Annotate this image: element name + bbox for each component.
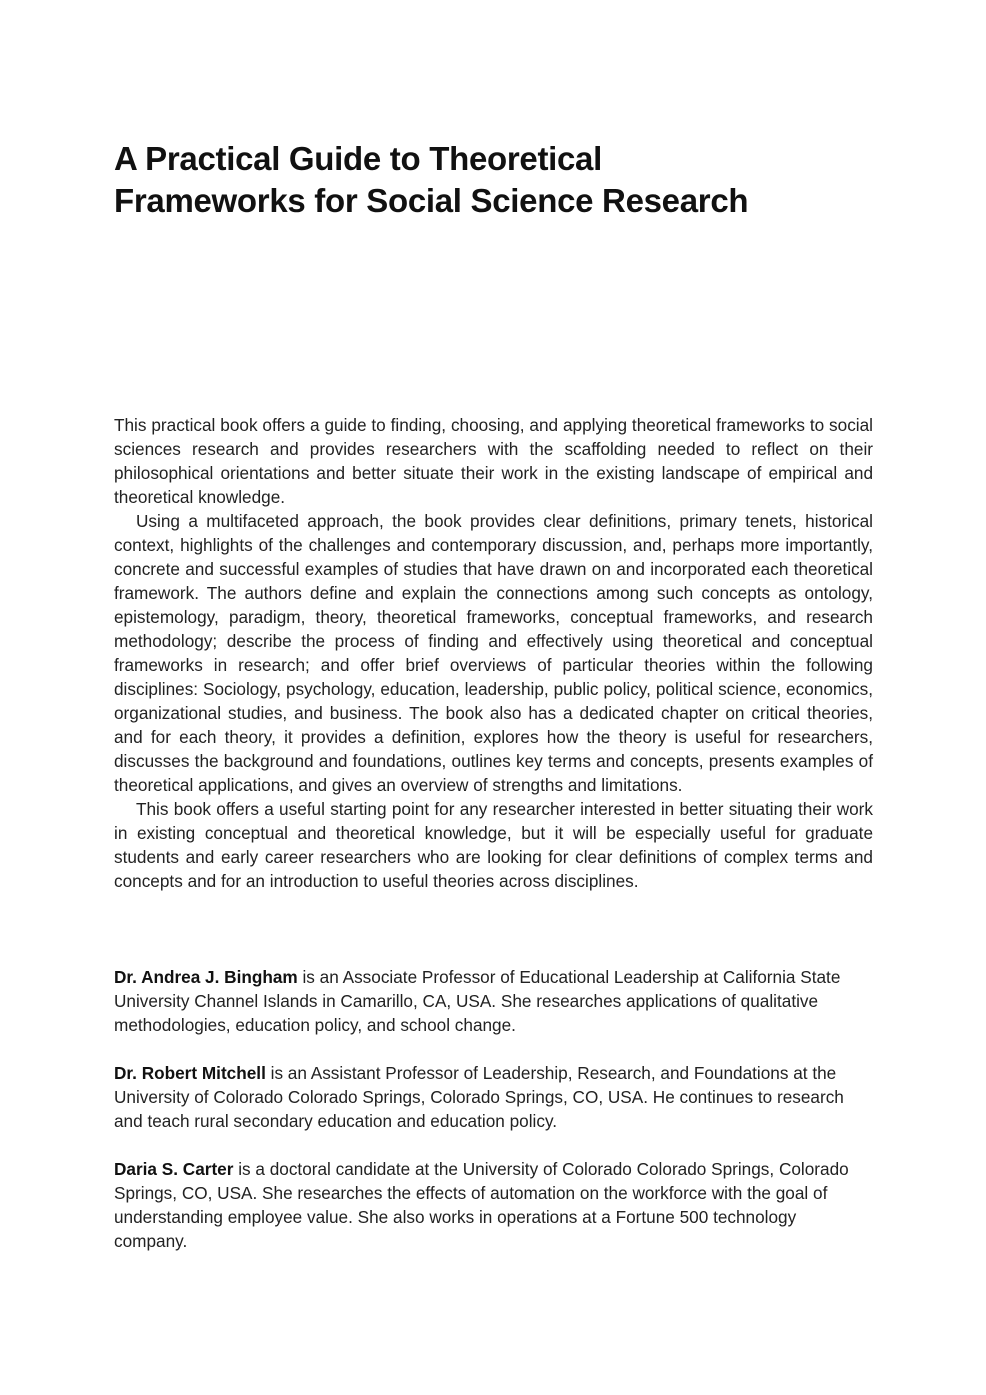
author-bios (114, 965, 873, 1277)
book-description (114, 413, 873, 893)
author-bio-mitchell (114, 1061, 873, 1133)
author-name-mitchell: Dr. Robert Mitchell (114, 1063, 266, 1083)
book-title (114, 138, 873, 222)
author-bio-bingham (114, 965, 873, 1037)
author-name-bingham: Dr. Andrea J. Bingham (114, 967, 298, 987)
author-bio-text-bingham: is an Associate Professor of Educational Leadership at California State University Channel Islands in Camarillo, CA, USA. She researches applications of qualitative methodologies, education policy, and school change. (114, 967, 841, 1035)
author-name-carter: Daria S. Carter (114, 1159, 234, 1179)
author-bio-text-carter: is a doctoral candidate at the University of Colorado Colorado Springs, Colorado Springs, CO, USA. She researches the effects of automation on the workforce with the goal of understanding employee value. She also works in operations at a Fortune 500 technology company. (114, 1159, 849, 1251)
book-title-line-2: Frameworks for Social Science Research (114, 182, 749, 219)
book-title-line-1: A Practical Guide to Theoretical (114, 140, 602, 177)
description-paragraph-1: This practical book offers a guide to finding, choosing, and applying theoretical frameworks to social sciences research and provides researchers with the scaffolding needed to reflect on their philosophical orientations and better situate their work in the existing landscape of empirical and theoretical knowledge. (114, 415, 873, 507)
description-paragraph-2: Using a multifaceted approach, the book provides clear definitions, primary tenets, historical context, highlights of the challenges and contemporary discussion, and, perhaps more importantly, concrete and successful examples of studies that have drawn on and incorporated each theoretical framework. The authors define and explain the connections among such concepts as ontology, epistemology, paradigm, theory, theoretical frameworks, conceptual frameworks, and research methodology; describe the process of finding and effectively using theoretical and conceptual frameworks in research; and offer brief overviews of particular theories within the following disciplines: Sociology, psychology, education, leadership, public policy, political science, economics, organizational studies, and business. The book also has a dedicated chapter on critical theories, and for each theory, it provides a definition, explores how the theory is useful for researchers, discusses the background and foundations, outlines key terms and concepts, presents examples of theoretical applications, and gives an overview of strengths and limitations. (114, 511, 873, 795)
author-bio-carter (114, 1157, 873, 1253)
description-paragraph-3: This book offers a useful starting point for any researcher interested in better situating their work in existing conceptual and theoretical knowledge, but it will be especially useful for graduate students and early career researchers who are looking for clear definitions of complex terms and concepts and for an introduction to useful theories across disciplines. (114, 799, 873, 891)
author-bio-text-mitchell: is an Assistant Professor of Leadership, Research, and Foundations at the University of Colorado Colorado Springs, Colorado Springs, CO, USA. He continues to research and teach rural secondary education and education policy. (114, 1063, 844, 1131)
